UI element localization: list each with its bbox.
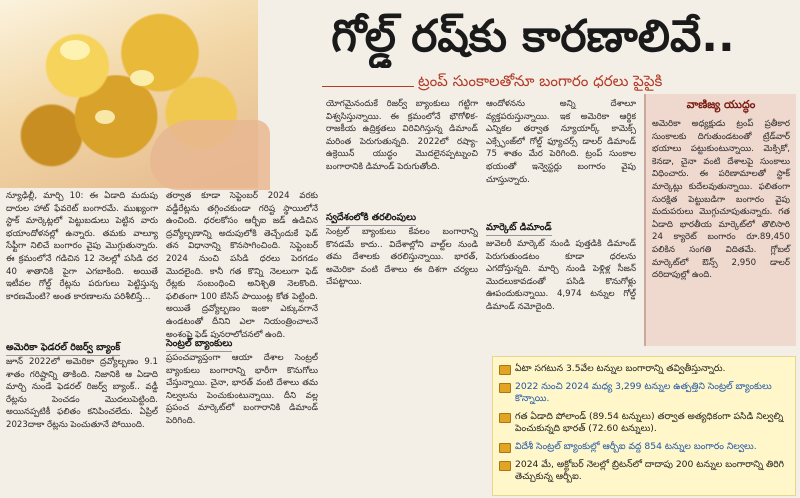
article-column-2 [166,190,318,340]
gold-bar-icon [499,461,511,471]
fact-item [497,381,789,405]
paragraph: ప్రపంచవ్యాప్తంగా ఆయా దేశాల సెంట్రల్ బ్యాంకులు బంగారాన్ని భారీగా కొనుగోలు చేస్తున్నాయి. చైనా, భారత్ వంటి దేశాలు తమ నిల్వలను పెంచుకుంటున్నాయి. దీని వల్ల ప్రపంచ మార్కెట్‌లో బంగారానికి డిమాండ్ పెరిగింది. [166,353,318,426]
subhead: ట్రంప్ సుంకాలతోనూ బంగారం ధరలు పైపైకి [418,72,663,90]
fact-text: ఏటా సగటున 3.5వేల టన్నుల బంగారాన్ని తవ్వితీస్తున్నారు. [515,363,726,374]
trade-war-box [644,94,796,346]
box-title: వాణిజ్య యుద్ధం [686,98,756,111]
paragraph: ఆందోళనను అన్ని దేశాలూ వ్యక్తపరుస్తున్నాయి. ఇక అమెరికా ఆర్థిక ఎన్నికల తర్వాత న్యూయార్క్ కామెక్స్ ఎక్స్ఛేంజ్‌లో గోల్డ్ ఫ్యూచర్స్ డాలర్ డిమాండ్ 75 శాతం మేర పెరిగింది. ట్రంప్ సుంకాల భయంతో ఇన్వెస్టర్లు బంగారం వైపు చూస్తున్నారు. [486,99,636,185]
paragraph: జువెలరీ మార్కెట్ నుండి పుత్తడికి డిమాండ్ పెరుగుతుండటం కూడా ధరలను ఎగదోస్తున్నది. మార్చి నుండి పెళ్లిళ్ల సీజన్ మొదలుకావడంతో పసిడి కొనుగోళ్లు ఊపందుకున్నాయి. 4,974 టన్నుల గోల్డ్ డిమాండ్ నమోదైంది. [486,239,636,312]
fact-item [497,363,789,375]
fact-text: విదేశీ సెంట్రల్ బ్యాంకుల్లో ఆర్బీఐ వద్ద 854 టన్నుల బంగారం నిల్వలు. [515,441,757,452]
section-heading-repatriation: స్వదేశంలోకి తరలింపులు [326,212,416,226]
article-column-1b [6,356,158,494]
paragraph: జూన్ 2022లో అమెరికా ద్రవ్యోల్బణం 9.1 శాతం గరిష్టాన్ని తాకింది. నిజానికి ఆ ఏడాది మార్చి నుండే ఫెడరల్ రిజర్వ్ బ్యాంక్.. వడ్డీ రేట్లను పెంచడం మొదలుపెట్టింది. అయినప్పటికీ ఫలితం కనిపించలేదు. ఏప్రిల్ 2023దాకా రేట్లను పెంచుతూనే పోయింది. [6,357,158,430]
section-heading-fed: అమెరికా ఫెడరల్ రిజర్వ్ బ్యాంక్ [6,342,120,356]
headline: గోల్డ్ రష్‌కు కారణాలివే.. [331,11,735,62]
gold-jewelry-photo [0,0,258,188]
gold-bar-icon [499,365,511,375]
gold-bar-icon [499,413,511,423]
hand-shape [150,120,270,190]
article-column-3b [326,226,478,346]
paragraph: న్యూఢిల్లీ, మార్చి 10: ఈ ఏడాది మదుపు దారుల హాట్ ఫేవరెట్ బంగారమే. ముఖ్యంగా స్టాక్ మార్కెట్లలో పెట్టుబడులు పెట్టిన వారు భయాందోళనల్లో ఉన్నారు. తమకు వాల్యూ సేఫ్టీగా నిలిచే బంగారం వైపు మొగ్గుతున్నారు. ఈ క్రమంలోనే గడిచిన 12 నెలల్లో పసిడి ధర 40 శాతానికి పైగా ఎగబాకింది. అయితే ఇటీవల గోల్డ్ రేట్లను పరుగులు పెట్టిస్తున్న కారణమేంటి? అంత కారణాలను పరిశీలిస్తే... [6,191,158,302]
article-column-3 [326,98,478,208]
gold-bar-icon [499,383,511,393]
subhead-rule [322,86,414,87]
fact-text: 2024 మే, అక్టోబర్ నెలల్లో బ్రిటన్‌లో దాదాపు 200 టన్నుల బంగారాన్ని తిరిగి తెచ్చుకున్న ఆర్బీఐ. [515,459,785,482]
paragraph: యోగమైనందుకే రిజర్వ్ బ్యాంకులు గట్టిగా విశ్వసిస్తున్నాయి. ఈ క్రమంలోనే భౌగోళిక-రాజకీయ ఉద్రిక్తతలు విరివిగిస్తున్న డిమాండ్ మరింత పెరుగుతున్నది. 2022లో రష్యా-ఉక్రెయిన్ యుద్ధం మొదలైనప్పట్నుంచి బంగారానికి డిమాండ్ పెరుగుతోంది. [326,99,478,172]
facts-box [492,356,796,496]
article-column-4 [486,98,636,218]
fact-text: 2022 నుంచి 2024 మధ్య 3,299 టన్నుల ఉత్పత్తిని సెంట్రల్ బ్యాంకులు కొన్నాయి. [515,381,772,404]
section-heading-market-demand: మార్కెట్ డిమాండ్ [486,222,552,236]
article-column-1 [6,190,158,340]
fact-text: గత ఏడాది పోలాండ్ (89.54 టన్నులు) తర్వాత అత్యధికంగా పసిడి నిల్వల్ని పెంచుకున్నది భారత్ (72.60 టన్నులు). [515,411,784,434]
section-heading-central-banks: సెంట్రల్ బ్యాంకులు [166,338,232,352]
fact-item [497,441,789,453]
paragraph: తర్వాత కూడా సెప్టెంబర్ 2024 వరకు వడ్డీరేట్లను తగ్గించకుండా గరిష్ట స్థాయిలోనే ఉంచింది. ధరలకోసం ఆర్బీఐ జడ్ ఉడిచిన ద్రవ్యోల్బణాన్ని అదుపులోకి తెచ్చేందుకే ఫెడ్ తన విధానాన్ని కొనసాగించింది. సెప్టెంబర్ 2024 నుంచి పసిడి ధరలు పెరగడం మొదలైంది. కానీ గత కొన్ని నెలలుగా ఫెడ్ రేట్లకు సంబంధించి అనిశ్చితి నెలకొంది. ఫలితంగా 100 బేసిస్ పాయింట్ల కోత పెట్టింది. అయితే ద్రవ్యోల్బణం ఇంకా ఎక్కువగానే ఉండటంతో దీనిని ఎలా నియంత్రించాలనే అంశంపై ఫెడ్ పునరాలోచనలో ఉంది. [166,191,318,340]
fact-item [497,411,789,435]
article-column-4b [486,238,636,350]
box-body: అమెరికా అధ్యక్షుడు ట్రంప్ ప్రతీకార సుంకాలకు దిగుతుండటంతో ట్రేడ్‌వార్ భయాలు పట్టుకుంటున్నాయి. మెక్సికో, కెనడా, చైనా వంటి దేశాలపై సుంకాలు విధించారు. ఈ పరిణామాలతో స్టాక్ మార్కెట్లు కుదేలవుతున్నాయి. ఫలితంగా సురక్షిత పెట్టుబడిగా బంగారం వైపు మదుపరులు మొగ్గుచూపుతున్నారు. గత ఏడాది భారతీయ మార్కెట్‌లో తొలిసారి 24 క్యారెట్ బంగారం రూ.89,450 పలికిన సంగతి విదితమే. గ్లోబల్ మార్కెట్‌లో ఔన్స్ 2,950 డాలర్ దరిదాపుల్లో ఉంది. [652,119,790,281]
article-column-2b [166,352,318,494]
fact-item [497,459,789,483]
gold-bar-icon [499,443,511,453]
paragraph: సెంట్రల్ బ్యాంకులు కేవలం బంగారాన్ని కొనడమే కాదు.. విదేశాల్లోని వాల్ట్‌ల నుండి తమ దేశాలకు తరలిస్తున్నాయి. భారత్, అమెరికా వంటి దేశాలు ఈ దిశగా చర్యలు చేపట్టాయి. [326,227,478,288]
